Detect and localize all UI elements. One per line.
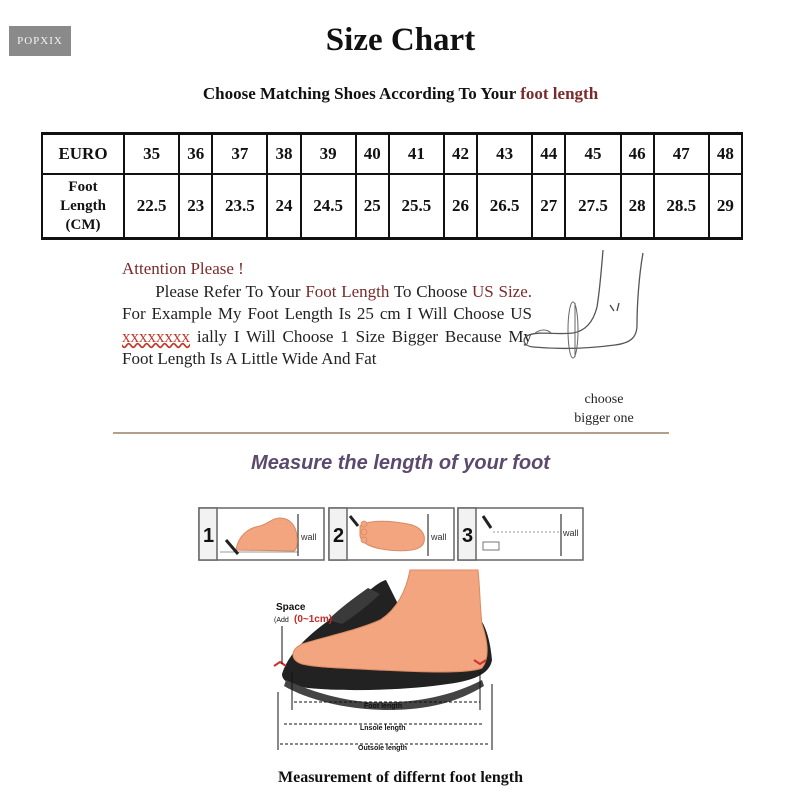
euro-cell: 48 — [709, 134, 742, 175]
attention-text: Please Refer To Your — [155, 281, 306, 301]
foot-length-label-line: (CM) — [65, 216, 101, 233]
euro-cell: 47 — [654, 134, 709, 175]
attention-red-text: US Size. — [472, 281, 533, 301]
step-3-panel — [458, 508, 583, 560]
foot-length-cell: 26.5 — [477, 174, 532, 239]
foot-length-cell: 23 — [179, 174, 212, 239]
step-2-panel — [329, 508, 454, 560]
attention-misspelled-text: xxxxxxxx — [122, 326, 190, 346]
space-label: Space — [276, 602, 306, 613]
euro-cell: 40 — [356, 134, 389, 175]
attention-red-text: Foot Length — [305, 281, 390, 301]
euro-cell: 44 — [532, 134, 565, 175]
attention-heading: Attention Please ! — [122, 259, 244, 278]
foot-length-label: Foot length — [364, 703, 403, 710]
wall-label: wall — [301, 532, 317, 542]
foot-length-cell: 24 — [267, 174, 300, 239]
foot-length-cell: 23.5 — [212, 174, 267, 239]
step-1-panel — [199, 508, 324, 560]
foot-length-cell: 27.5 — [565, 174, 620, 239]
section-divider — [113, 432, 669, 434]
space-value-label: (0~1cm) — [294, 614, 333, 625]
step-number: 2 — [333, 525, 345, 547]
measure-title: Measure the length of your foot — [251, 452, 550, 474]
attention-text: To Choose — [389, 281, 473, 301]
subtitle-text: Choose Matching Shoes According To Your — [202, 84, 521, 103]
wall-label: wall — [563, 528, 579, 538]
subtitle-highlight: foot length — [520, 84, 599, 103]
step-number: 3 — [462, 525, 474, 547]
choose-bigger-note — [556, 390, 652, 428]
insole-length-label: Lnsole length — [360, 725, 406, 732]
foot-length-label-line: Length — [60, 197, 106, 214]
step-number: 1 — [203, 525, 215, 547]
outsole-length-label: Outsole length — [358, 745, 407, 752]
wall-label: wall — [431, 532, 447, 542]
euro-cell: 36 — [179, 134, 212, 175]
foot-length-cell: 26 — [444, 174, 477, 239]
foot-length-cell: 28 — [621, 174, 654, 239]
foot-length-cell: 27 — [532, 174, 565, 239]
choose-note-line: choose — [584, 392, 624, 407]
size-table — [41, 132, 743, 240]
euro-cell: 37 — [212, 134, 267, 175]
foot-length-cell: 28.5 — [654, 174, 709, 239]
measuring-steps — [198, 506, 584, 564]
euro-cell: 39 — [301, 134, 356, 175]
euro-cell: 45 — [565, 134, 620, 175]
attention-text: ially I Will Choose 1 Size Bigger Because My Foot Length Is A Little Wide And Fat — [122, 326, 532, 368]
brand-logo-text: POPXIX — [17, 35, 63, 47]
foot-length-row — [42, 174, 742, 239]
page-subtitle — [0, 84, 801, 104]
shoe-measurement-diagram — [268, 568, 500, 758]
foot-length-label — [42, 174, 124, 239]
euro-cell: 38 — [267, 134, 300, 175]
euro-cell: 35 — [124, 134, 179, 175]
euro-cell: 43 — [477, 134, 532, 175]
page-title: Size Chart — [325, 22, 476, 58]
euro-row — [42, 134, 742, 175]
attention-body — [122, 281, 532, 371]
euro-cell: 41 — [389, 134, 444, 175]
attention-note — [122, 258, 532, 371]
euro-cell: 42 — [444, 134, 477, 175]
foot-sketch-illustration — [515, 245, 655, 395]
attention-text: For Example My Foot Length Is 25 cm I Will Choose US — [122, 304, 532, 323]
foot-length-label-line: Foot — [68, 178, 98, 195]
foot-length-cell: 25.5 — [389, 174, 444, 239]
euro-cell: 46 — [621, 134, 654, 175]
foot-length-cell: 29 — [709, 174, 742, 239]
foot-length-cell: 22.5 — [124, 174, 179, 239]
foot-length-cell: 24.5 — [301, 174, 356, 239]
space-add-label: (Add — [274, 617, 289, 624]
euro-label: EURO — [42, 134, 124, 175]
choose-note-line: bigger one — [574, 411, 634, 426]
diagram-caption: Measurement of differnt foot length — [278, 769, 523, 786]
foot-length-cell: 25 — [356, 174, 389, 239]
